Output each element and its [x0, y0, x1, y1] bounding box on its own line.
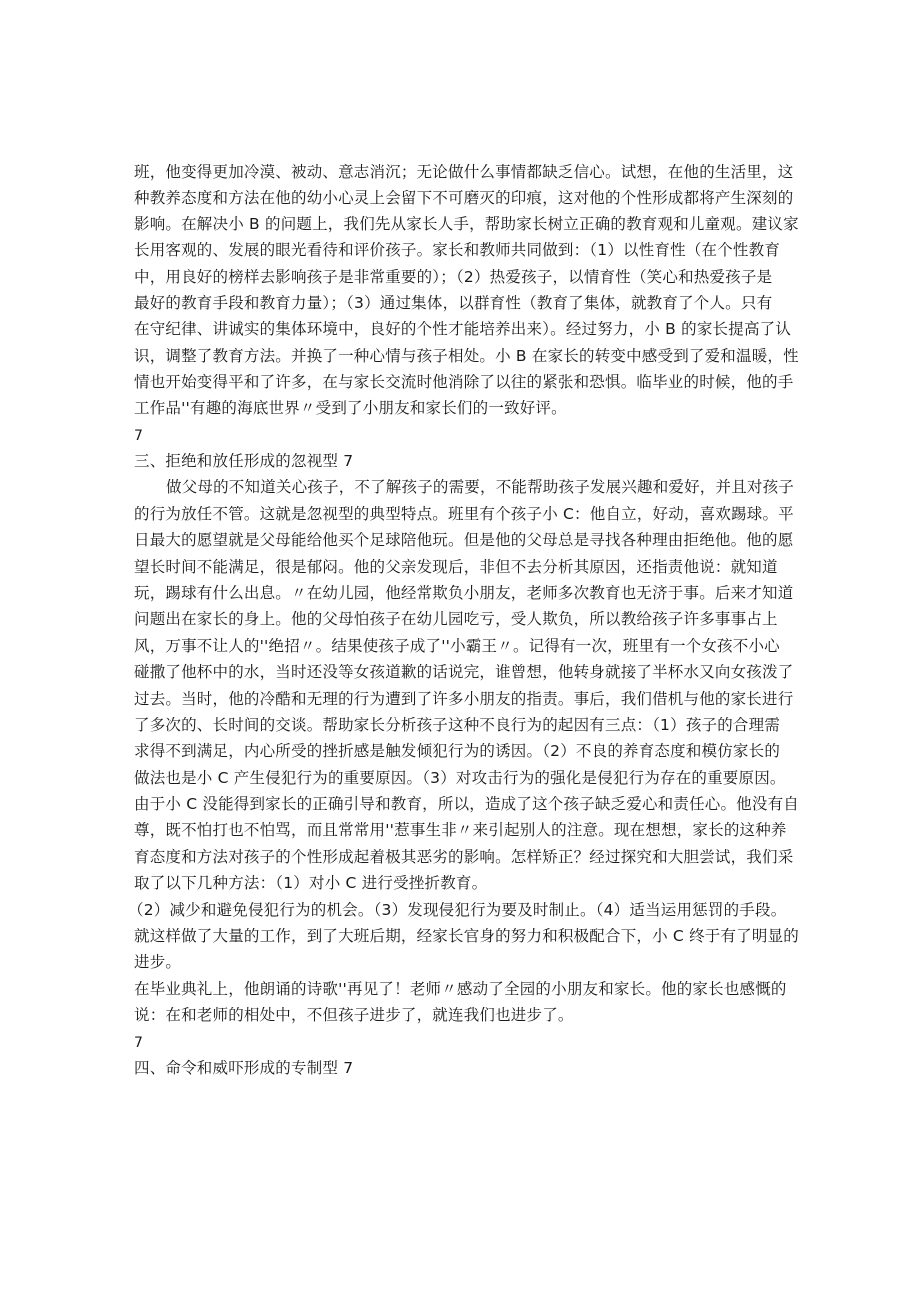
section-heading: 三、拒绝和放任形成的忽视型 7	[134, 452, 354, 470]
text-line: 做法也是小 C 产生侵犯行为的重要原因。（3）对攻击行为的强化是侵犯行为存在的重要原因。	[134, 769, 786, 787]
text-line: 就这样做了大量的工作，到了大班后期，经家长官身的努力和积极配合下，小 C 终于有了明显的	[134, 927, 799, 945]
text-line: 碰撒了他杯中的水，当时还没等女孩道歉的话说完，谁曾想，他转身就接了半杯水又向女孩泼了	[134, 663, 794, 681]
text-line: 了多次的、长时间的交谈。帮助家长分析孩子这种不良行为的起因有三点：（1）孩子的合理需	[134, 716, 781, 734]
footnote-number: 7	[134, 428, 144, 444]
text-line: 影响。在解决小 B 的问题上，我们先从家长人手，帮助家长树立正确的教育观和儿童观。建议家	[134, 215, 799, 233]
text-line: 长用客观的、发展的眼光看待和评价孩子。家长和教师共同做到：（1）以性育性（在个性教育	[134, 241, 781, 259]
text-line: 育态度和方法对孩子的个性形成起着极其恶劣的影响。怎样矫正？经过探究和大胆尝试，我们采	[134, 848, 794, 866]
text-line: 说：在和老师的相处中，不但孩子进步了，就连我们也进步了。	[134, 1006, 574, 1024]
text-line: 玩，踢球有什么出息。〃在幼儿园，他经常欺负小朋友，老师多次教育也无济于事。后来才知道	[134, 584, 794, 602]
footnote-number: 7	[134, 1035, 144, 1051]
text-line: 取了以下几种方法：（1）对小 C 进行受挫折教育。	[134, 874, 488, 892]
text-line: 进步。	[134, 953, 182, 971]
text-line: 班，他变得更加冷漠、被动、意志消沉；无论做什么事情都缺乏信心。试想，在他的生活里，这	[134, 163, 794, 181]
text-line: 望长时间不能满足，很是郁闷。他的父亲发现后，非但不去分析其原因，还指责他说：就知道	[134, 558, 778, 576]
text-line: 识，调整了教育方法。并换了一种心情与孩子相处。小 B 在家长的转变中感受到了爱和温暖，性	[134, 347, 799, 365]
text-line: 风，万事不让人的''绝招〃。结果使孩子成了''小霸王〃。记得有一次，班里有一个女孩不小心	[134, 637, 780, 655]
text-line: 种教养态度和方法在他的幼小心灵上会留下不可磨灭的印痕，这对他的个性形成都将产生深刻的	[134, 189, 794, 207]
text-line: 在毕业典礼上，他朗诵的诗歌''再见了！老师〃感动了全园的小朋友和家长。他的家长也感慨的	[134, 980, 787, 998]
text-line: 做父母的不知道关心孩子，不了解孩子的需要，不能帮助孩子发展兴趣和爱好，并且对孩子	[166, 478, 795, 496]
text-line: （2）减少和避免侵犯行为的机会。（3）发现侵犯行为要及时制止。（4）适当运用惩罚的手段。	[128, 901, 787, 919]
text-line: 日最大的愿望就是父母能给他买个足球陪他玩。但是他的父母总是寻找各种理由拒绝他。他的愿	[134, 531, 794, 549]
text-line: 问题出在家长的身上。他的父母怕孩子在幼儿园吃亏，受人欺负，所以教给孩子许多事事占上	[134, 610, 778, 628]
text-line: 工作品''有趣的海底世界〃受到了小朋友和家长们的一致好评。	[134, 399, 567, 417]
text-line: 中，用良好的榜样去影响孩子是非常重要的）；（2）热爱孩子，以情育性（笑心和热爱孩子是	[134, 268, 773, 286]
text-line: 最好的教育手段和教育力量）；（3）通过集体，以群育性（教育了集体，就教育了个人。只有	[134, 294, 773, 312]
text-line: 的行为放任不管。这就是忽视型的典型特点。班里有个孩子小 C：他自立，好动，喜欢踢球。平	[134, 505, 794, 523]
text-line: 求得不到满足，内心所受的挫折感是触发倾犯行为的诱因。（2）不良的养育态度和模仿家长的	[134, 742, 781, 760]
text-line: 情也开始变得平和了许多，在与家长交流时他消除了以往的紧张和恐惧。临毕业的时候，他的手	[134, 373, 794, 391]
text-line: 尊，既不怕打也不怕骂，而且常常用''惹事生非〃来引起别人的注意。现在想想，家长的这种养	[134, 821, 787, 839]
text-line: 过去。当时，他的冷酷和无理的行为遭到了许多小朋友的指责。事后，我们借机与他的家长进行	[134, 690, 794, 708]
text-line: 由于小 C 没能得到家长的正确引导和教育，所以，造成了这个孩子缺乏爱心和责任心。他没有自	[134, 795, 799, 813]
text-line: 在守纪律、讲诚实的集体环境中，良好的个性才能培养出来）。经过努力，小 B 的家长提高了认	[134, 320, 792, 338]
section-heading: 四、命令和威吓形成的专制型 7	[134, 1059, 354, 1077]
